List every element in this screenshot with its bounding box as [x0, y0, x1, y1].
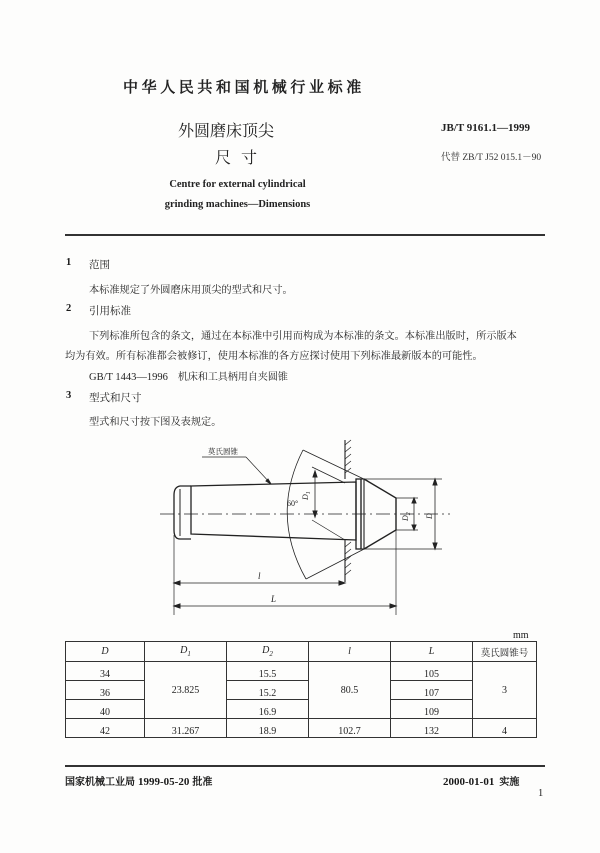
cell-D1: 31.267 [145, 719, 227, 738]
issuing-organization: 中华人民共和国机械行业标准 [123, 78, 365, 96]
table-header-row [66, 642, 537, 662]
section-2-title: 引用标准 [89, 305, 131, 317]
cell-D: 36 [66, 681, 145, 700]
dim-L-label: L [271, 594, 277, 604]
dim-D-label: D [425, 513, 434, 519]
cell-D2: 18.9 [227, 719, 309, 738]
morse-taper-label: 莫氏圆锥 [208, 447, 238, 456]
centre-technical-drawing [160, 435, 460, 625]
cell-l: 102.7 [309, 719, 391, 738]
section-1-paragraph: 本标准规定了外圆磨床用顶尖的型式和尺寸。 [89, 285, 293, 296]
title-cn-line2: 尺寸 [215, 148, 268, 167]
cell-D2: 16.9 [227, 700, 309, 719]
svg-text:D2: $D_2$ [401, 512, 412, 521]
cell-D2: 15.2 [227, 681, 309, 700]
reference-code: GB/T 1443—1996 [89, 372, 168, 383]
section-1-title: 范围 [89, 259, 110, 271]
cell-morse: 4 [473, 719, 537, 738]
table-row [66, 681, 537, 700]
cell-L: 109 [391, 700, 473, 719]
header-D: D [66, 642, 145, 662]
cell-D: 40 [66, 700, 145, 719]
page-number: 1 [538, 788, 544, 799]
effective-label: 实施 [499, 777, 520, 788]
section-1-number: 1 [66, 257, 72, 268]
normative-reference [89, 368, 288, 383]
header-D2: $D_2$ [227, 642, 309, 662]
header-l: l [309, 642, 391, 662]
table-row [66, 662, 537, 681]
standard-number: JB/T 9161.1—1999 [441, 122, 531, 134]
section-3-paragraph: 型式和尺寸按下图及表规定。 [89, 417, 222, 428]
header-D1: $D_1$ [145, 642, 227, 662]
table-unit: mm [513, 630, 529, 641]
effective-date: 2000-01-01 [443, 776, 495, 788]
section-3-title: 型式和尺寸 [89, 392, 142, 404]
cell-L: 107 [391, 681, 473, 700]
svg-text:D1: $D_1$ [301, 491, 312, 500]
reference-title: 机床和工具柄用自夹圆锥 [177, 372, 288, 383]
dim-l-label: l [258, 571, 261, 581]
cell-D2: 15.5 [227, 662, 309, 681]
dimensions-table [65, 641, 537, 738]
cell-L: 105 [391, 662, 473, 681]
section-2-paragraph-line1: 下列标准所包含的条文，通过在本标准中引用而构成为本标准的条文。本标准出版时，所示版本 [89, 331, 517, 342]
issuer: 国家机械工业局 [65, 777, 135, 788]
title-cn-line1: 外圆磨床顶尖 [178, 121, 275, 140]
approve-date: 1999-05-20 [138, 776, 190, 788]
section-2-paragraph-line2: 均为有效。所有标准都会被修订，使用本标准的各方应探讨使用下列标准最新版本的可能性。 [65, 351, 483, 362]
cell-l-merged: 80.5 [309, 662, 391, 719]
cell-D1-merged: 23.825 [145, 662, 227, 719]
title-en: Centre for external cylindrical grinding machines—Dimensions [164, 179, 311, 210]
cell-morse-merged: 3 [473, 662, 537, 719]
header-L: L [391, 642, 473, 662]
footer-divider [65, 765, 545, 767]
section-2-number: 2 [66, 303, 72, 314]
approval-info [65, 773, 212, 788]
cell-L: 132 [391, 719, 473, 738]
table-row [66, 719, 537, 738]
cell-D: 42 [66, 719, 145, 738]
replaces-standard: 代替 ZB/T J52 015.1－90 [441, 153, 542, 163]
cell-D: 34 [66, 662, 145, 681]
header-divider [65, 234, 545, 236]
effective-info [443, 773, 519, 788]
approve-label: 批准 [192, 777, 213, 788]
table-row [66, 700, 537, 719]
header-morse-no: 莫氏圆锥号 [473, 642, 537, 662]
angle-label: 60° [287, 499, 299, 508]
section-3-number: 3 [66, 390, 72, 401]
